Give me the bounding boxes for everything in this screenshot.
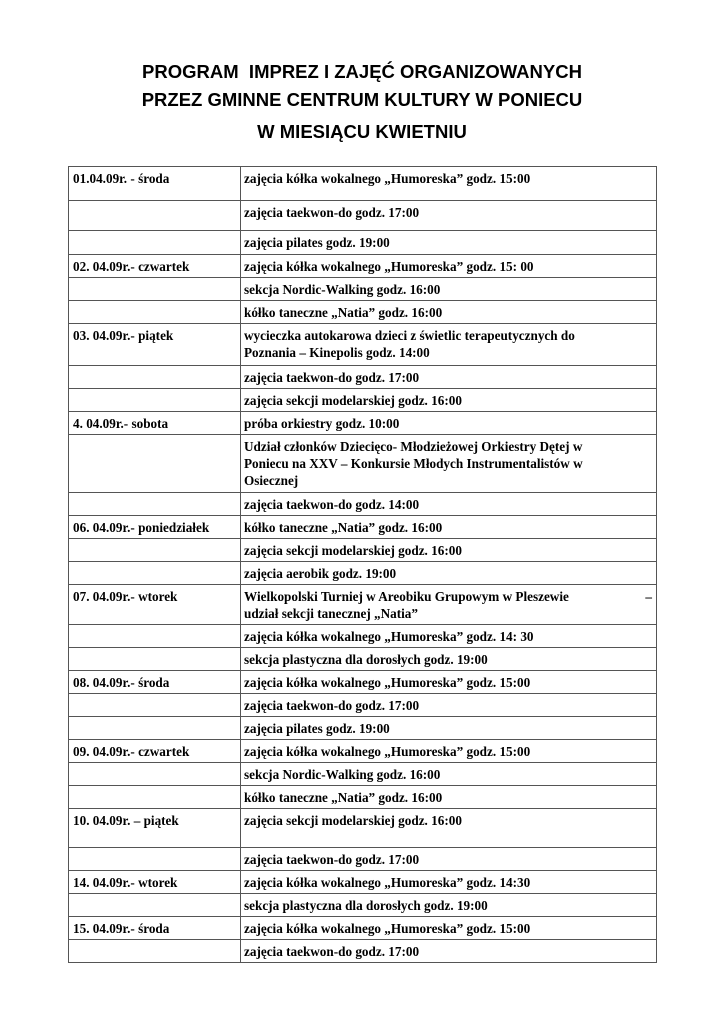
date-cell [69, 278, 241, 301]
table-row [69, 648, 657, 671]
table-row [69, 717, 657, 740]
date-cell [69, 201, 241, 231]
table-row [69, 435, 657, 493]
title-line-3: W MIESIĄCU KWIETNIU [257, 121, 467, 142]
table-row [69, 201, 657, 231]
date-cell [69, 435, 241, 493]
date-cell [69, 763, 241, 786]
table-row [69, 671, 657, 694]
date-cell: 4. 04.09r.- sobota [69, 412, 241, 435]
activity-cell: zajęcia pilates godz. 19:00 [241, 231, 657, 255]
table-row [69, 809, 657, 848]
table-row [69, 585, 657, 625]
table-row [69, 167, 657, 201]
date-cell [69, 694, 241, 717]
activity-line: udział sekcji tanecznej „Natia” [244, 606, 418, 621]
activity-cell: zajęcia pilates godz. 19:00 [241, 717, 657, 740]
activity-cell: zajęcia kółka wokalnego „Humoreska” godz. 15:00 [241, 167, 657, 201]
activity-line [244, 588, 652, 605]
table-row [69, 539, 657, 562]
activity-cell: zajęcia taekwon-do godz. 17:00 [241, 201, 657, 231]
activity-cell: kółko taneczne „Natia” godz. 16:00 [241, 786, 657, 809]
table-row [69, 894, 657, 917]
activity-cell: zajęcia kółka wokalnego „Humoreska” godz. 15:00 [241, 740, 657, 763]
activity-line: Poznania – Kinepolis godz. 14:00 [244, 345, 430, 360]
activity-cell: sekcja Nordic-Walking godz. 16:00 [241, 763, 657, 786]
date-cell: 03. 04.09r.- piątek [69, 324, 241, 366]
table-row [69, 231, 657, 255]
activity-cell: zajęcia taekwon-do godz. 17:00 [241, 694, 657, 717]
date-cell [69, 493, 241, 516]
activity-cell: zajęcia taekwon-do godz. 14:00 [241, 493, 657, 516]
date-cell [69, 562, 241, 585]
activity-cell: zajęcia aerobik godz. 19:00 [241, 562, 657, 585]
activity-cell: zajęcia kółka wokalnego „Humoreska” godz. 15:00 [241, 671, 657, 694]
activity-cell: sekcja plastyczna dla dorosłych godz. 19:00 [241, 648, 657, 671]
activity-cell: zajęcia sekcji modelarskiej godz. 16:00 [241, 539, 657, 562]
date-cell [69, 848, 241, 871]
date-cell [69, 625, 241, 648]
date-cell [69, 786, 241, 809]
table-row [69, 366, 657, 389]
table-row [69, 255, 657, 278]
table-row [69, 324, 657, 366]
table-row [69, 562, 657, 585]
date-cell [69, 231, 241, 255]
activity-line: Udział członków Dziecięco- Młodzieżowej Orkiestry Dętej w [244, 439, 583, 454]
table-row [69, 278, 657, 301]
table-row [69, 493, 657, 516]
date-cell [69, 894, 241, 917]
title-line-2: PRZEZ GMINNE CENTRUM KULTURY W PONIECU [141, 89, 583, 110]
date-cell [69, 940, 241, 963]
date-cell: 02. 04.09r.- czwartek [69, 255, 241, 278]
table-row [69, 694, 657, 717]
table-row [69, 389, 657, 412]
activity-text: Wielkopolski Turniej w Areobiku Grupowym w Pleszewie [244, 589, 569, 604]
date-cell: 01.04.09r. - środa [69, 167, 241, 201]
activity-cell: sekcja Nordic-Walking godz. 16:00 [241, 278, 657, 301]
table-row [69, 740, 657, 763]
activity-cell: zajęcia kółka wokalnego „Humoreska” godz. 14: 30 [241, 625, 657, 648]
activity-cell: zajęcia sekcji modelarskiej godz. 16:00 [241, 809, 657, 848]
activity-cell: zajęcia taekwon-do godz. 17:00 [241, 940, 657, 963]
table-row [69, 412, 657, 435]
activity-cell: zajęcia sekcji modelarskiej godz. 16:00 [241, 389, 657, 412]
schedule-table [68, 166, 657, 963]
activity-cell: zajęcia kółka wokalnego „Humoreska” godz. 14:30 [241, 871, 657, 894]
table-row [69, 301, 657, 324]
activity-cell: zajęcia taekwon-do godz. 17:00 [241, 366, 657, 389]
activity-cell: kółko taneczne „Natia” godz. 16:00 [241, 516, 657, 539]
date-cell: 08. 04.09r.- środa [69, 671, 241, 694]
date-cell: 09. 04.09r.- czwartek [69, 740, 241, 763]
activity-line: Poniecu na XXV – Konkursie Młodych Instrumentalistów w [244, 456, 583, 471]
table-row [69, 625, 657, 648]
table-row [69, 871, 657, 894]
date-cell: 10. 04.09r. – piątek [69, 809, 241, 848]
table-row [69, 917, 657, 940]
table-row [69, 786, 657, 809]
date-cell: 06. 04.09r.- poniedziałek [69, 516, 241, 539]
date-cell: 14. 04.09r.- wtorek [69, 871, 241, 894]
date-cell [69, 301, 241, 324]
activity-cell: próba orkiestry godz. 10:00 [241, 412, 657, 435]
date-cell [69, 717, 241, 740]
activity-line: wycieczka autokarowa dzieci z świetlic terapeutycznych do [244, 328, 575, 343]
table-row [69, 848, 657, 871]
title-line-1: PROGRAM IMPREZ I ZAJĘĆ ORGANIZOWANYCH [142, 61, 582, 82]
date-cell: 15. 04.09r.- środa [69, 917, 241, 940]
activity-cell: zajęcia kółka wokalnego „Humoreska” godz. 15: 00 [241, 255, 657, 278]
activity-cell [241, 585, 657, 625]
activity-cell: kółko taneczne „Natia” godz. 16:00 [241, 301, 657, 324]
table-row [69, 940, 657, 963]
activity-cell [241, 324, 657, 366]
activity-cell [241, 435, 657, 493]
date-cell [69, 366, 241, 389]
activity-cell: zajęcia taekwon-do godz. 17:00 [241, 848, 657, 871]
activity-cell: sekcja plastyczna dla dorosłych godz. 19:00 [241, 894, 657, 917]
activity-cell: zajęcia kółka wokalnego „Humoreska” godz. 15:00 [241, 917, 657, 940]
date-cell [69, 389, 241, 412]
table-row [69, 763, 657, 786]
activity-line: Osiecznej [244, 473, 299, 488]
date-cell: 07. 04.09r.- wtorek [69, 585, 241, 625]
table-row [69, 516, 657, 539]
date-cell [69, 539, 241, 562]
activity-dash: – [645, 589, 652, 604]
date-cell [69, 648, 241, 671]
